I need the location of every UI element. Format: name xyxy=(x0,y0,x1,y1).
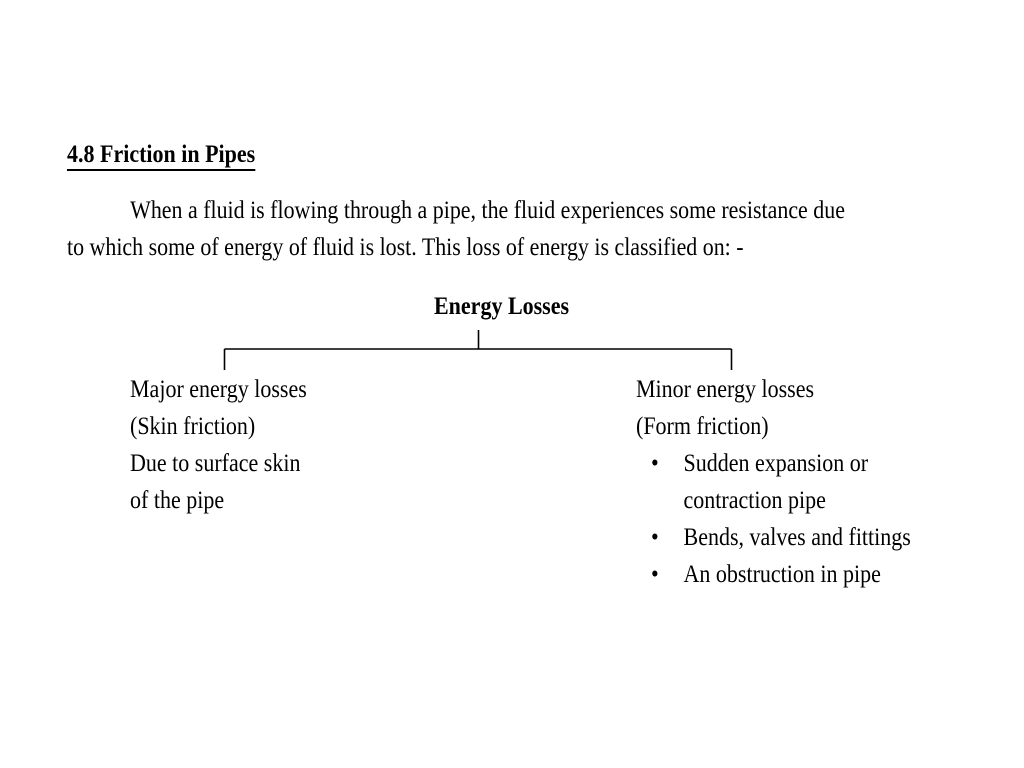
major-losses-desc-line-1: Due to surface skin xyxy=(130,450,301,477)
minor-losses-branch xyxy=(636,371,911,593)
major-losses-title: Major energy losses xyxy=(130,376,307,403)
section-heading: 4.8 Friction in Pipes xyxy=(67,141,255,171)
paragraph-line-1: When a fluid is flowing through a pipe, the fluid experiences some resistance due xyxy=(130,197,845,224)
list-item: • Bends, valves and fittings xyxy=(636,519,911,556)
list-item: • Sudden expansion or contraction pipe xyxy=(636,445,911,519)
minor-losses-subtitle: (Form friction) xyxy=(636,413,769,440)
major-losses-subtitle: (Skin friction) xyxy=(130,413,256,440)
bullet-icon: • xyxy=(650,524,659,551)
major-losses-branch xyxy=(130,371,307,519)
major-losses-desc-line-2: of the pipe xyxy=(130,487,225,514)
bullet-icon: • xyxy=(650,561,659,588)
minor-losses-list xyxy=(636,445,911,593)
diagram-root-label: Energy Losses xyxy=(434,293,570,320)
paragraph-line-2: to which some of energy of fluid is lost. This loss of energy is classified on: - xyxy=(67,234,744,261)
minor-losses-title: Minor energy losses xyxy=(636,376,815,403)
list-item: • An obstruction in pipe xyxy=(636,556,911,593)
bullet-icon: • xyxy=(650,450,659,477)
